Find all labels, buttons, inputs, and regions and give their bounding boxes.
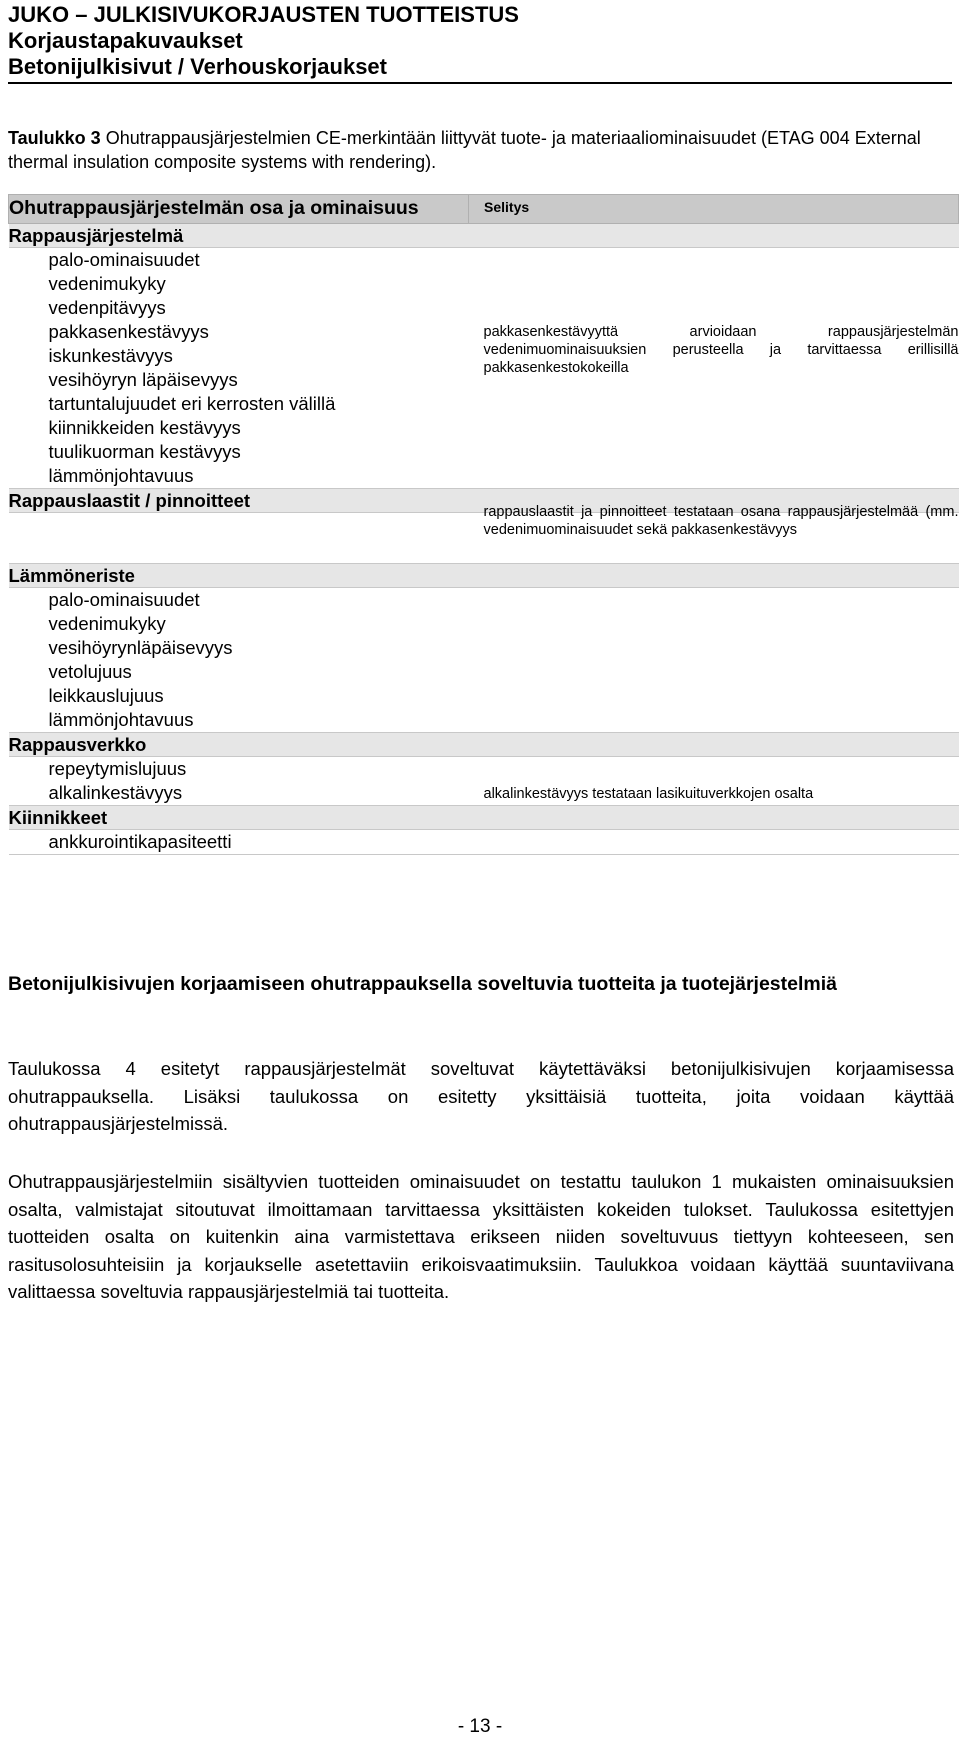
explanation-cell (469, 504, 959, 564)
section-row-rappausverkko (9, 733, 959, 757)
property-item (9, 248, 469, 489)
explanation-cell (469, 757, 959, 806)
list-item: pakkasenkestävyys (48, 321, 209, 342)
body-paragraph: Ohutrappausjärjestelmiin sisältyvien tuotteiden ominaisuudet on testattu taulukon 1 mukaisten ominaisuuksien osalta, valmistajat sitoutuvat ilmoittamaan tarvittaessa yksittäisten kokeiden tulokset. Taulukossa esitettyjen tuotteiden osalta on kuitenkin aina varmistettava erikseen niiden soveltuvuus tiettyyn kohteeseen, sen rasitusolosuhteisiin ja korjaukselle asetettaviin erikoisvaatimuksiin. Taulukkoa voidaan käyttää suuntaviivana valittaessa soveltuvia rappausjärjestelmiä tai tuotteita. (8, 1171, 954, 1302)
property-item (9, 830, 469, 855)
list-item: vedenpitävyys (48, 297, 166, 318)
list-item: palo-ominaisuudet (48, 249, 200, 270)
table-caption (8, 126, 954, 174)
section-title: Rappauslaastit / pinnoitteet (9, 489, 469, 513)
table-header-component: Ohutrappausjärjestelmän osa ja ominaisuus (9, 195, 469, 224)
property-item (9, 757, 469, 806)
section-title: Lämmöneriste (9, 564, 469, 588)
explanation-text: alkalinkestävyys testataan lasikuituverkkojen osalta (483, 786, 814, 802)
body-paragraph: Taulukossa 4 esitetyt rappausjärjestelmät soveltuvat käytettäväksi betonijulkisivujen korjaamisessa ohutrappauksella. Lisäksi taulukossa on esitetty yksittäisiä tuotteita, joita voidaan käyttää ohutrappausjärjestelmissä. (8, 1058, 954, 1134)
header-divider (8, 82, 952, 84)
section-row-rappausjarjestelma (9, 224, 959, 248)
explanation-text: pakkasenkestävyyttä arvioidaan rappausjärjestelmän vedenimuominaisuuksien perusteella ja tarvittaessa erillisillä pakkasenkestokokeilla (483, 324, 959, 376)
list-item: leikkauslujuus (48, 685, 164, 706)
table-row (9, 757, 959, 806)
list-item: vesihöyrynläpäisevyys (48, 637, 233, 658)
list-item: palo-ominaisuudet (48, 589, 200, 610)
table-row (9, 248, 959, 489)
header-section: Betonijulkisivut / Verhouskorjaukset (8, 54, 387, 79)
section-title: Rappausverkko (9, 733, 469, 757)
list-item: vetolujuus (48, 661, 132, 682)
list-item: vesihöyryn läpäisevyys (48, 369, 238, 390)
section-title: Rappausjärjestelmä (9, 224, 469, 248)
list-item: ankkurointikapasiteetti (48, 831, 232, 852)
properties-table (8, 194, 959, 855)
list-item: tartuntalujuudet eri kerrosten välillä (48, 393, 336, 414)
list-item: lämmönjohtavuus (48, 465, 194, 486)
section-title: Kiinnikkeet (9, 806, 469, 830)
list-item: alkalinkestävyys (48, 782, 183, 803)
explanation-text: rappauslaastit ja pinnoitteet testataan osana rappausjärjestelmää (mm. vedenimuominaisuudet sekä pakkasenkestävyys (483, 504, 959, 538)
table-row (9, 513, 959, 564)
section-row-lammoneriste (9, 564, 959, 588)
table-header-row (9, 195, 959, 224)
table-caption-label: Taulukko 3 (8, 128, 101, 148)
list-item: repeytymislujuus (48, 758, 187, 779)
document-header (8, 2, 948, 80)
table-row (9, 588, 959, 733)
property-item (9, 588, 469, 733)
list-item: lämmönjohtavuus (48, 709, 194, 730)
list-item: kiinnikkeiden kestävyys (48, 417, 241, 438)
header-title: JUKO – JULKISIVUKORJAUSTEN TUOTTEISTUS (8, 2, 519, 27)
list-item: vedenimukyky (48, 273, 166, 294)
list-item: vedenimukyky (48, 613, 166, 634)
list-item: iskunkestävyys (48, 345, 173, 366)
section-row-kiinnikkeet (9, 806, 959, 830)
list-item: tuulikuorman kestävyys (48, 441, 241, 462)
header-subtitle: Korjaustapakuvaukset (8, 28, 243, 53)
page-number: - 13 - (457, 1716, 503, 1737)
table-row (9, 830, 959, 855)
table-header-explanation: Selitys (469, 195, 959, 224)
explanation-cell (469, 248, 959, 489)
section-heading: Betonijulkisivujen korjaamiseen ohutrappauksella soveltuvia tuotteita ja tuotejärjestelmiä (8, 973, 837, 995)
table-caption-text: Ohutrappausjärjestelmien CE-merkintään liittyvät tuote- ja materiaaliominaisuudet (ETAG 004 External thermal insulation composite systems with rendering). (8, 128, 921, 172)
